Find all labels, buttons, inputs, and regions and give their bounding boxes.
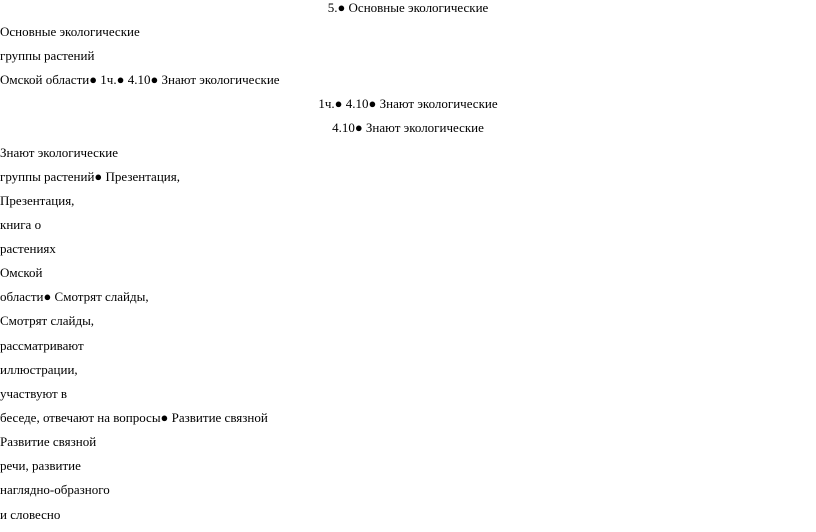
text-line-17: участвуют в — [0, 386, 68, 401]
text-line-5: 1ч.● 4.10● Знают экологические — [318, 96, 498, 111]
text-line-11: растениях — [0, 241, 56, 256]
text-line-10: книга о — [0, 217, 42, 232]
text-line-13: области● Смотрят слайды, — [0, 289, 149, 304]
text-line-12: Омской — [0, 265, 43, 280]
text-line-8: группы растений● Презентация, — [0, 169, 180, 184]
text-line-9: Презентация, — [0, 193, 75, 208]
text-line-2: Основные экологические — [0, 24, 140, 39]
text-line-20: речи, развитие — [0, 458, 81, 473]
text-line-22: и словесно — [0, 507, 61, 522]
text-line-1: 5.● Основные экологические — [327, 0, 489, 15]
text-line-7: Знают экологические — [0, 145, 118, 160]
text-line-15: рассматривают — [0, 338, 84, 353]
text-line-14: Смотрят слайды, — [0, 313, 95, 328]
text-line-4: Омской области● 1ч.● 4.10● Знают экологические — [0, 72, 280, 87]
text-line-16: иллюстрации, — [0, 362, 78, 377]
text-line-6: 4.10● Знают экологические — [332, 120, 484, 135]
text-line-19: Развитие связной — [0, 434, 97, 449]
text-line-18: беседе, отвечают на вопросы● Развитие связной — [0, 410, 268, 425]
text-line-21: наглядно-образного — [0, 482, 110, 497]
text-line-3: группы растений — [0, 48, 95, 63]
